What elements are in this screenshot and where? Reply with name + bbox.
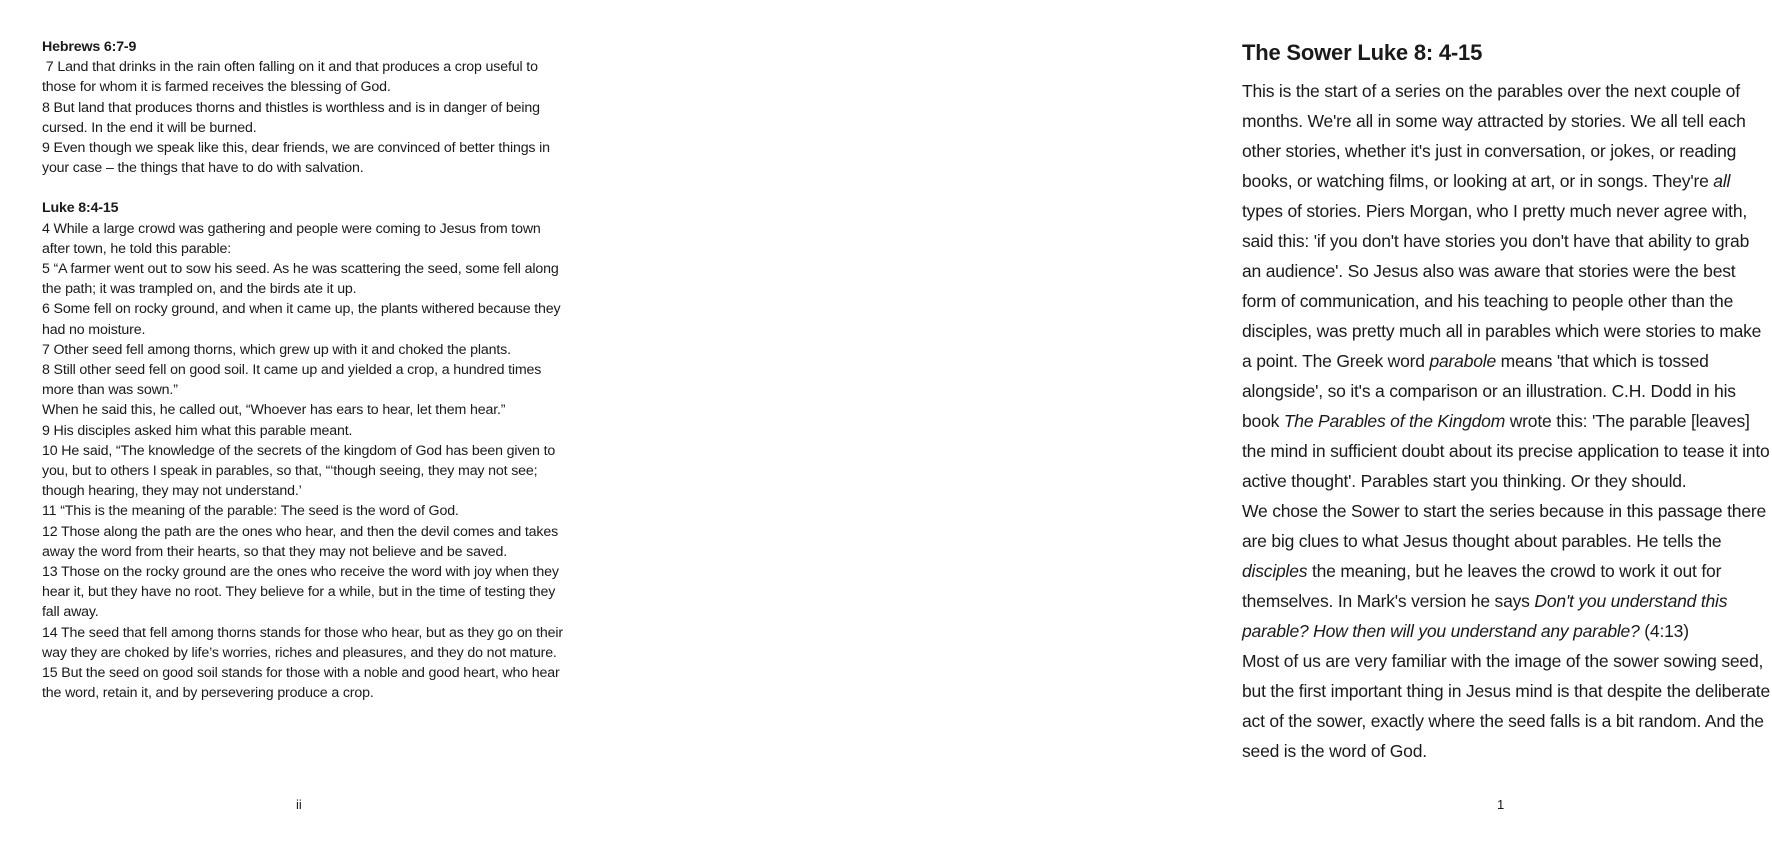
left-page [0,0,600,849]
paragraph-intro-text-g: wrote this: 'The parable [leaves] the mind in sufficient doubt about its precise application to tease it into active thought'. Parables start you thinking. Or they should. [1242,411,1770,491]
paragraph-seed: Most of us are very familiar with the image of the sower sowing seed, but the first important thing in Jesus mind is that despite the deliberate act of the sower, exactly where the seed falls is a bit random. And the seed is the word of God. [1242,651,1770,761]
luke-verse-11: 11 “This is the meaning of the parable: The seed is the word of God. [42,503,459,520]
mark-quote: Don't you understand this parable? How then will you understand any parable? [1242,591,1728,641]
luke-verse-14: 14 The seed that fell among thorns stands for those who hear, but as they go on their way they are choked by life’s worries, riches and pleasures, and they do not mature. [42,624,567,661]
mark-reference: (4:13) [1639,621,1689,641]
luke-verse-13: 13 Those on the rocky ground are the ones who receive the word with joy when they hear it, but they have no root. They believe for a while, but in the time of testing they fall away. [42,564,563,621]
emphasis-disciples: disciples [1242,561,1308,581]
paragraph-intro-text-e: means 'that which is tossed alongside', so it's a comparison or an illustration. C.H. Dodd in his book [1242,351,1736,431]
paragraph-sower [1242,496,1772,646]
luke-verse-8: 8 Still other seed fell on good soil. It came up and yielded a crop, a hundred times more than was sown.” [42,362,546,399]
emphasis-all: all [1713,171,1731,191]
book-title: The Parables of the Kingdom [1283,411,1506,431]
luke-verse-8-continued: When he said this, he called out, “Whoever has ears to hear, let them hear.” [42,402,506,419]
luke-heading: Luke 8:4-15 [42,200,119,217]
paragraph-sower-text-a: We chose the Sower to start the series because in this passage there are big clues to what Jesus thought about parables. He tells the [1242,501,1767,551]
luke-verse-9: 9 His disciples asked him what this parable meant. [42,422,353,439]
luke-verse-15: 15 But the seed on good soil stands for those with a noble and good heart, who hear the word, retain it, and by persevering produce a crop. [42,665,564,702]
page-number-right: 1 [1497,797,1505,812]
paragraph-sower-text-c: the meaning, but he leaves the crowd to work it out for themselves. In Mark's version he says [1242,561,1722,611]
hebrews-verse-7: 7 Land that drinks in the rain often falling on it and that produces a crop useful to those for whom it is farmed receives the blessing of God. [42,59,542,96]
sermon-title: The Sower Luke 8: 4-15 [1242,40,1483,65]
paragraph-intro-text-a: This is the start of a series on the parables over the next couple of months. We're all in some way attracted by stories. We all tell each other stories, whether it's just in conversation, or jokes, or reading books, or watching films, or looking at art, or in songs. They're [1242,81,1746,191]
hebrews-verse-9: 9 Even though we speak like this, dear friends, we are convinced of better things in your case – the things that have to do with salvation. [42,140,554,177]
scripture-readings [42,37,572,704]
sermon-body [1242,76,1772,766]
luke-verse-5: 5 “A farmer went out to sow his seed. As he was scattering the seed, some fell along the path; it was trampled on, and the birds ate it up. [42,261,563,298]
hebrews-heading: Hebrews 6:7-9 [42,39,137,55]
luke-verse-12: 12 Those along the path are the ones who hear, and then the devil comes and takes away the word from their hearts, so that they may not believe and be saved. [42,523,562,560]
luke-verse-10: 10 He said, “The knowledge of the secrets of the kingdom of God has been given to you, but to others I speak in parables, so that, “‘though seeing, they may not see; though hearing, they may not understand.’ [42,442,559,500]
paragraph-intro [1242,76,1772,496]
paragraph-intro-text-c: types of stories. Piers Morgan, who I pretty much never agree with, said this: 'if you don't have stories you don't have that ability to grab an audience'. So Jesus also was aware that stories were the best form of communication, and his teaching to people other than the disciples, was pretty much all in parables which were stories to make a point. The Greek word [1242,201,1762,371]
luke-verse-7: 7 Other seed fell among thorns, which grew up with it and choked the plants. [42,341,511,358]
page-number-left: ii [296,797,302,812]
hebrews-verse-8: 8 But land that produces thorns and thistles is worthless and is in danger of being cursed. In the end it will be burned. [42,99,544,136]
right-page [600,0,1770,849]
section-gap [42,178,572,198]
luke-verse-4: 4 While a large crowd was gathering and people were coming to Jesus from town after town, he told this parable: [42,220,545,257]
emphasis-parabole: parabole [1429,351,1496,371]
luke-verse-6: 6 Some fell on rocky ground, and when it came up, the plants withered because they had no moisture. [42,301,565,338]
sermon-column [1242,36,1772,766]
